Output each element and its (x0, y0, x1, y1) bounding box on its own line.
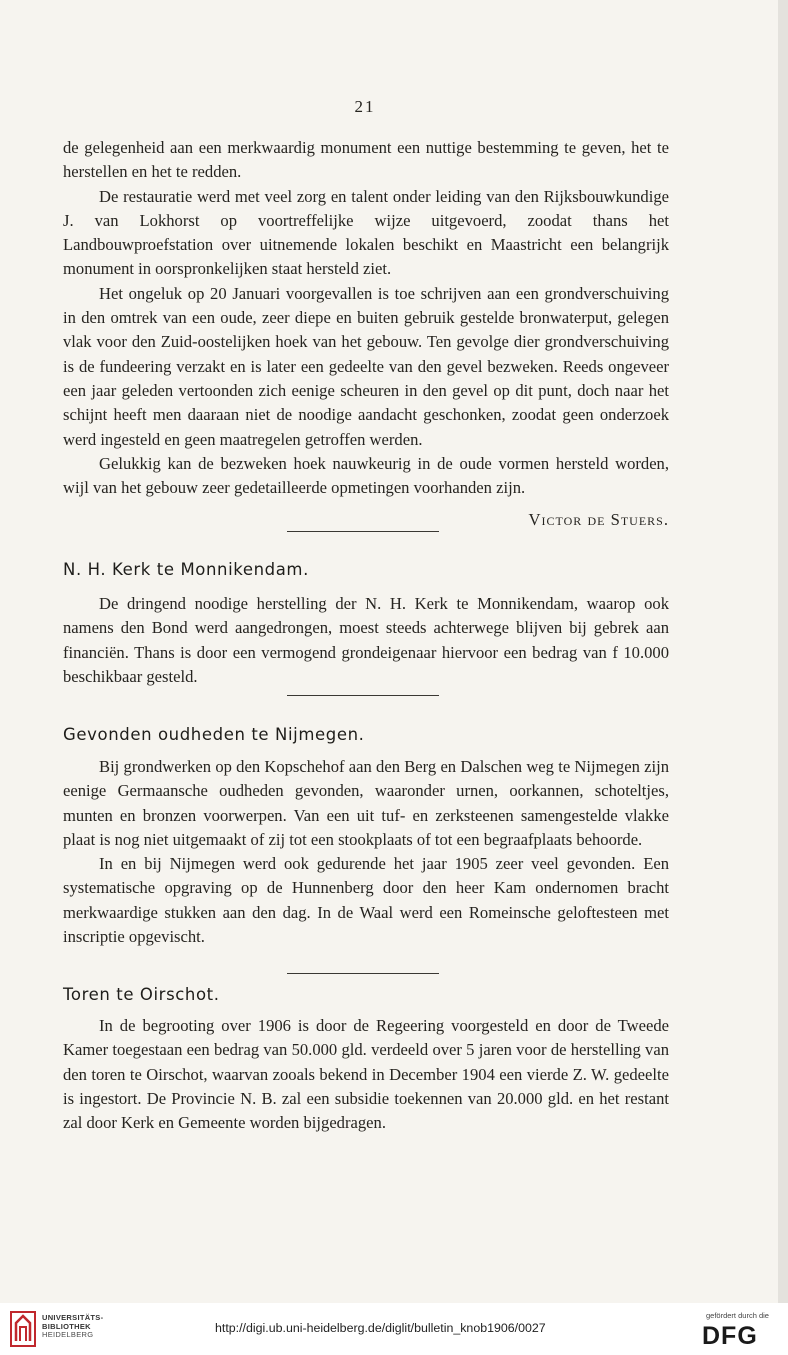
intro-text (63, 136, 669, 500)
paragraph: De dringend noodige herstelling der N. H. Kerk te Monnikendam, waarop ook namens den Bond werd aangedrongen, moest steeds achterwege blijven bij gebrek aan financiën. Thans is door een vermogend grondeigenaar hiervoor een bedrag van f 10.000 beschikbaar gesteld. (63, 594, 669, 686)
library-logo-icon (10, 1311, 36, 1347)
library-line: HEIDELBERG (42, 1330, 94, 1340)
source-url-link[interactable]: http://digi.ub.uni-heidelberg.de/diglit/bulletin_knob1906/0027 (215, 1321, 546, 1335)
page-edge (778, 0, 788, 1303)
signature (63, 510, 669, 530)
paragraph: Het ongeluk op 20 Januari voorgevallen is toe schrijven aan een grondverschuiving in den omtrek van een oude, zeer diepe en buiten gebruik gestelde bronwaterput, gelegen vlak voor den Zuid-oostelijken hoek van het gebouw. Ten gevolge dier grondverschuiving is de fundeering verzakt en is later een gedeelte van den gevel bezweken. Reeds ongeveer een jaar geleden vertoonden zich eenige scheuren in den gevel op dit punt, doch naar het schijnt heeft men daaraan niet de noodige aandacht geschonken, zoodat geen onderzoek werd ingesteld en geen maatregelen getroffen werden. (63, 283, 669, 449)
section-heading: N. H. Kerk te Monnikendam. (63, 560, 309, 579)
library-line: UNIVERSITÄTS- (42, 1313, 104, 1322)
paragraph: de gelegenheid aan een merkwaardig monument een nuttige bestemming te geven, het te herstellen en het te redden. (63, 138, 669, 182)
section-heading: Toren te Oirschot. (63, 985, 220, 1004)
library-line: BIBLIOTHEK (42, 1321, 91, 1331)
paragraph: Gelukkig kan de bezweken hoek nauwkeurig in de oude vormen hersteld worden, wijl van het gebouw zeer gedetailleerde opmetingen voorhanden zijn. (63, 453, 669, 498)
section-divider (287, 531, 439, 532)
section-text (63, 592, 669, 689)
page-number: 21 (354, 97, 376, 116)
library-name (42, 1314, 103, 1340)
footer-bar (0, 1303, 788, 1355)
section-divider (287, 695, 439, 696)
paragraph: In en bij Nijmegen werd ook gedurende het jaar 1905 zeer veel gevonden. Een systematische opgraving op de Hunnenberg door den heer Kam ondernomen bracht merkwaardige stukken aan den dag. In de Waal werd een Romeinsche geloftesteen met inscriptie opgevischt. (63, 854, 669, 947)
funding-caption: gefördert durch die (706, 1311, 769, 1320)
section-text (63, 1014, 669, 1135)
signature-text: Victor de Stuers. (528, 510, 669, 529)
dfg-logo: DFG (702, 1322, 758, 1350)
paragraph: De restauratie werd met veel zorg en talent onder leiding van den Rijksbouwkundige J. van Lokhorst op voortreffelijke wijze uitgevoerd, zoodat thans het Landbouwproefstation over uitnemende lokalen beschikt en Maastricht een belangrijk monument in oorspronkelijken staat hersteld ziet. (63, 186, 669, 279)
section-text (63, 755, 669, 949)
section-heading: Gevonden oudheden te Nijmegen. (63, 725, 365, 744)
paragraph: Bij grondwerken op den Kopschehof aan den Berg en Dalschen weg te Nijmegen zijn eenige Germaansche oudheden gevonden, waaronder urnen, oorkannen, schoteltjes, munten en bronzen voorwerpen. Van een uit tuf- en zerksteenen samengestelde vlakke plaat is nog niet uitgemaakt of zij tot een stookplaats of tot een begraafplaats behoorde. (63, 757, 669, 849)
paragraph: In de begrooting over 1906 is door de Regeering voorgesteld en door de Tweede Kamer toegestaan een bedrag van 50.000 gld. verdeeld over 5 jaren voor de herstelling van den toren te Oirschot, waarvan zooals bekend in December 1904 een vierde Z. W. gedeelte is ingestort. De Provincie N. B. zal een subsidie toekennen van 20.000 gld. en het restant zal door Kerk en Gemeente worden bijgedragen. (63, 1016, 669, 1133)
section-divider (287, 973, 439, 974)
